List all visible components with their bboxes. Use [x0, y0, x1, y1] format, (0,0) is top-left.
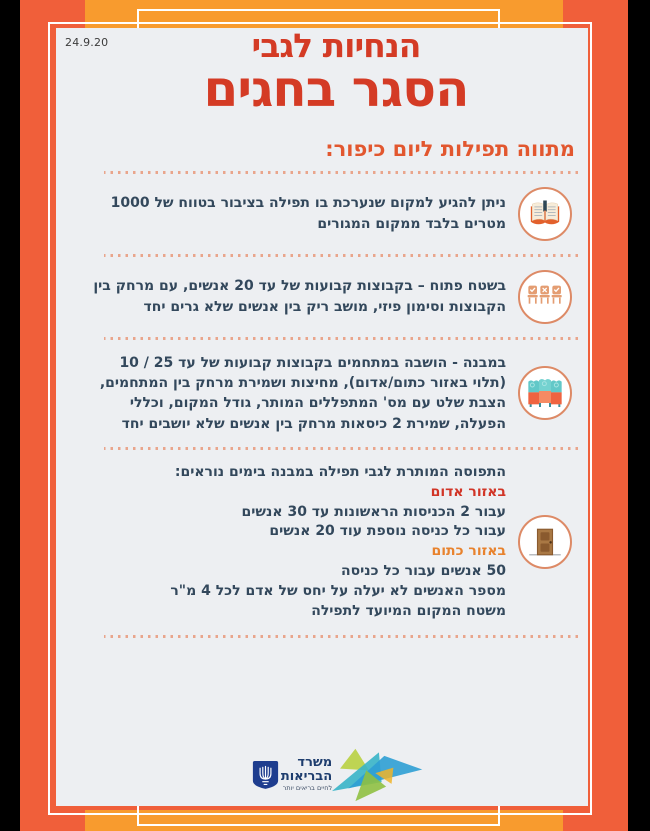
- dotted-divider: [104, 337, 578, 340]
- open-book-glyph: [528, 199, 562, 229]
- health-star-logo-icon: [328, 746, 428, 802]
- orange-zone-label: באזור כתום: [431, 543, 506, 560]
- dotted-divider: [104, 171, 578, 174]
- section-text: ניתן להגיע למקום שנערכת בו תפילה בציבור בטווח של 1000 מטרים בלבד ממקום המגורים: [110, 195, 506, 232]
- orange-zone-line: מספר האנשים לא יעלה על יחס של אדם לכל 4 מ"ר: [170, 583, 506, 600]
- chairs-icon: [518, 270, 572, 324]
- section-occupancy: [56, 460, 588, 625]
- ministry-name-line1: משרד: [297, 755, 333, 771]
- orange-frame: [20, 0, 628, 831]
- section-text: בשטח פתוח – בקבוצות קבועות של עד 20 אנשים, עם מרחק בין הקבוצות וסימון פיזי, מושב ריק בין אנשים שלא גרים יחד: [93, 278, 506, 315]
- israel-emblem-icon: [252, 759, 279, 790]
- page-title: [70, 26, 602, 118]
- ministry-tagline: לחיים בריאים יותר: [282, 783, 333, 792]
- partition-glyph: [527, 376, 563, 410]
- dotted-divider: [104, 635, 578, 638]
- orange-zone-line: 50 אנשים עבור כל כניסה: [340, 563, 506, 580]
- dotted-divider: [104, 447, 578, 450]
- ministry-of-health-logo-text: [281, 756, 332, 791]
- section-text: במבנה - הושבה במתחמים בקבוצות קבועות של עד 25 / 10 (תלוי באזור כתום/אדום), מחיצות ושמירת מרחק בין המתחמים, הצבת שלט עם מס' המתפללים המותר, גודל המקום, וכללי הפעלה, שמירת 2 כיסאות מרחק בין אנשים שלא יושבים יחד: [99, 354, 506, 432]
- section-open-air-rule: [56, 267, 588, 327]
- door-icon: [518, 515, 572, 569]
- footer-logos: [74, 746, 606, 802]
- open-book-icon: [518, 187, 572, 241]
- section-indoor-rule: [56, 350, 588, 437]
- red-zone-line: עבור כל כניסה נוספת עוד 20 אנשים: [269, 523, 506, 540]
- title-line-2: הסגר בחגים: [203, 59, 469, 118]
- chairs-glyph: [527, 284, 563, 310]
- red-zone-label: באזור אדום: [430, 483, 506, 500]
- section-distance-rule: [56, 184, 588, 244]
- title-line-1: הנחיות לגבי: [251, 26, 421, 65]
- door-glyph: [527, 524, 563, 560]
- occupancy-intro: התפוסה המותרת לגבי תפילה במבנה בימים נוראים:: [174, 463, 506, 480]
- occupancy-text: [170, 463, 506, 622]
- ministry-name-line2: הבריאות: [280, 768, 333, 784]
- poster-content: [56, 28, 588, 806]
- orange-zone-line: משטח המקום המיועד לתפילה: [311, 602, 506, 619]
- date-label: 24.9.20: [65, 36, 109, 49]
- red-zone-line: עבור 2 הכניסות הראשונות עד 30 אנשים: [241, 503, 506, 520]
- dotted-divider: [104, 254, 578, 257]
- subtitle: מתווה תפילות ליום כיפור:: [325, 136, 575, 161]
- partition-screen-icon: [518, 366, 572, 420]
